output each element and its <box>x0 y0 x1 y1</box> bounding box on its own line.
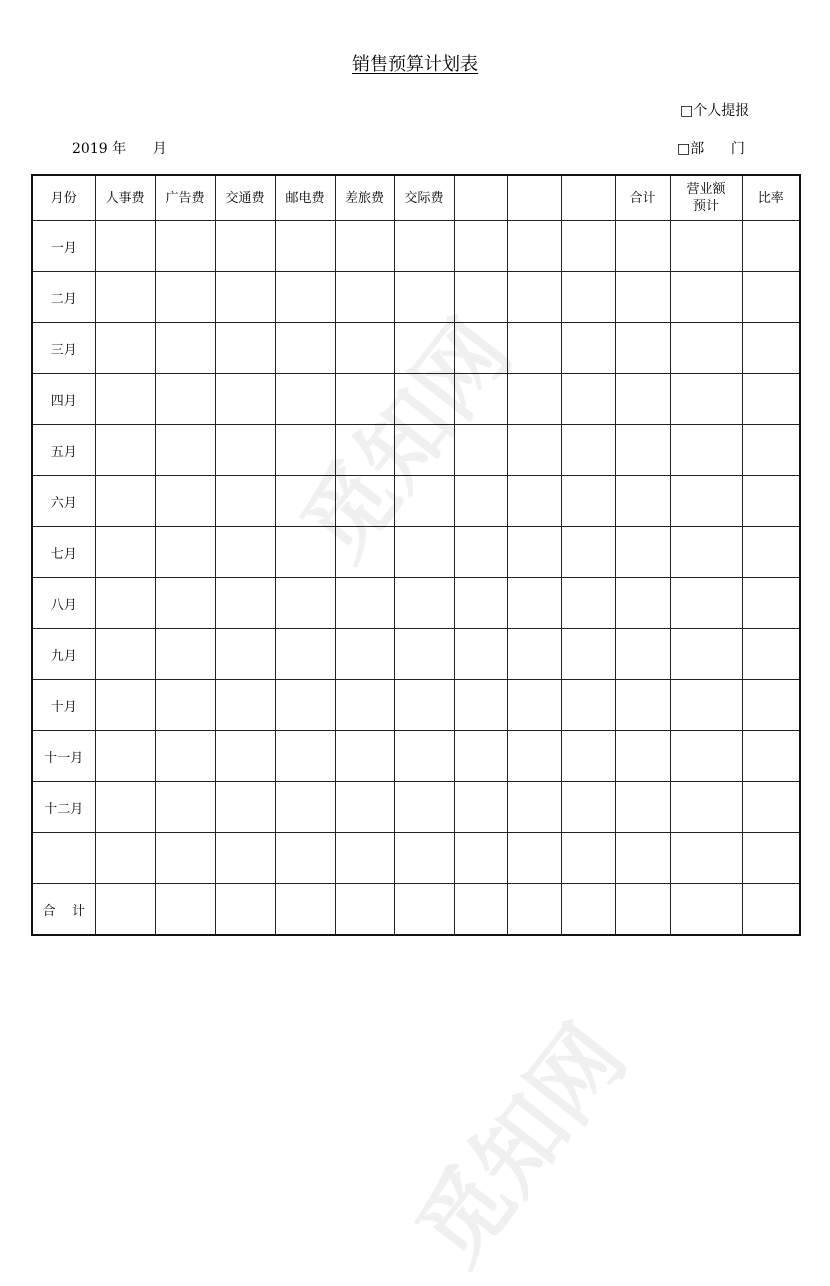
table-cell[interactable] <box>215 272 275 323</box>
table-cell[interactable] <box>561 833 615 884</box>
table-cell[interactable] <box>507 272 561 323</box>
table-cell[interactable] <box>95 323 155 374</box>
table-cell[interactable] <box>155 884 215 936</box>
month-label: 十一月 <box>32 731 95 782</box>
table-cell[interactable] <box>670 680 742 731</box>
table-cell[interactable] <box>275 833 335 884</box>
table-cell[interactable] <box>454 425 507 476</box>
table-row <box>32 782 800 833</box>
table-cell[interactable] <box>670 731 742 782</box>
table-cell[interactable] <box>615 731 670 782</box>
table-cell[interactable] <box>742 833 800 884</box>
table-cell[interactable] <box>561 374 615 425</box>
personal-submission-checkbox[interactable]: □个人提报 <box>680 103 750 119</box>
column-header <box>454 175 507 221</box>
table-row <box>32 527 800 578</box>
table-cell[interactable] <box>95 221 155 272</box>
table-cell[interactable] <box>561 272 615 323</box>
table-cell[interactable] <box>394 272 454 323</box>
table-cell[interactable] <box>155 680 215 731</box>
table-cell[interactable] <box>394 221 454 272</box>
table-cell[interactable] <box>670 374 742 425</box>
table-cell[interactable] <box>742 629 800 680</box>
table-cell[interactable] <box>155 833 215 884</box>
table-cell[interactable] <box>275 680 335 731</box>
table-cell[interactable] <box>615 680 670 731</box>
table-cell[interactable] <box>670 782 742 833</box>
table-cell[interactable] <box>507 476 561 527</box>
table-cell[interactable] <box>742 374 800 425</box>
table-cell[interactable] <box>275 272 335 323</box>
table-cell[interactable] <box>561 425 615 476</box>
table-cell[interactable] <box>507 323 561 374</box>
column-header: 交通费 <box>215 175 275 221</box>
month-label: 十二月 <box>32 782 95 833</box>
table-cell[interactable] <box>394 782 454 833</box>
table-cell[interactable] <box>215 476 275 527</box>
table-cell[interactable] <box>275 527 335 578</box>
table-cell[interactable] <box>95 629 155 680</box>
table-cell[interactable] <box>507 833 561 884</box>
table-cell[interactable] <box>742 323 800 374</box>
table-cell[interactable] <box>561 884 615 936</box>
table-cell[interactable] <box>615 425 670 476</box>
table-cell[interactable] <box>215 782 275 833</box>
table-cell[interactable] <box>335 272 394 323</box>
table-cell[interactable] <box>742 680 800 731</box>
table-row <box>32 884 800 936</box>
table-cell[interactable] <box>215 578 275 629</box>
table-cell[interactable] <box>275 476 335 527</box>
column-header: 交际费 <box>394 175 454 221</box>
column-header: 人事费 <box>95 175 155 221</box>
table-cell[interactable] <box>454 374 507 425</box>
table-cell[interactable] <box>95 731 155 782</box>
table-cell[interactable] <box>615 374 670 425</box>
page-title-text: 销售预算计划表 <box>352 54 478 75</box>
table-cell[interactable] <box>215 833 275 884</box>
table-cell[interactable] <box>394 884 454 936</box>
column-header: 差旅费 <box>335 175 394 221</box>
table-cell[interactable] <box>335 884 394 936</box>
table-cell[interactable] <box>215 629 275 680</box>
table-cell[interactable] <box>335 527 394 578</box>
table-cell[interactable] <box>155 272 215 323</box>
table-cell[interactable] <box>561 527 615 578</box>
table-cell[interactable] <box>507 221 561 272</box>
table-row <box>32 833 800 884</box>
table-cell[interactable] <box>615 527 670 578</box>
table-cell[interactable] <box>670 476 742 527</box>
table-cell[interactable] <box>507 578 561 629</box>
table-cell[interactable] <box>561 629 615 680</box>
table-cell[interactable] <box>561 323 615 374</box>
table-cell[interactable] <box>215 884 275 936</box>
table-cell[interactable] <box>670 221 742 272</box>
table-cell[interactable] <box>95 833 155 884</box>
table-cell[interactable] <box>275 731 335 782</box>
table-cell[interactable] <box>742 527 800 578</box>
table-cell[interactable] <box>215 425 275 476</box>
table-body <box>32 221 800 936</box>
table-cell[interactable] <box>95 476 155 527</box>
month-label: 三月 <box>32 323 95 374</box>
table-cell[interactable] <box>95 374 155 425</box>
table-cell[interactable] <box>507 680 561 731</box>
table-cell[interactable] <box>95 578 155 629</box>
table-cell[interactable] <box>670 629 742 680</box>
table-cell[interactable] <box>670 272 742 323</box>
table-cell[interactable] <box>742 731 800 782</box>
watermark: 觅知网 <box>282 301 532 579</box>
table-cell[interactable] <box>335 578 394 629</box>
table-cell[interactable] <box>670 578 742 629</box>
table-cell[interactable] <box>742 221 800 272</box>
table-cell[interactable] <box>394 629 454 680</box>
table-cell[interactable] <box>454 323 507 374</box>
month-label: 合 计 <box>32 884 95 936</box>
table-cell[interactable] <box>394 425 454 476</box>
table-cell[interactable] <box>670 323 742 374</box>
table-cell[interactable] <box>335 323 394 374</box>
table-row <box>32 680 800 731</box>
table-cell[interactable] <box>507 884 561 936</box>
table-cell[interactable] <box>215 374 275 425</box>
table-cell[interactable] <box>335 221 394 272</box>
table-cell[interactable] <box>507 731 561 782</box>
column-header: 邮电费 <box>275 175 335 221</box>
table-cell[interactable] <box>335 629 394 680</box>
table-row <box>32 731 800 782</box>
table-cell[interactable] <box>507 782 561 833</box>
column-header: 比率 <box>742 175 800 221</box>
table-cell[interactable] <box>454 272 507 323</box>
table-cell[interactable] <box>155 782 215 833</box>
table-cell[interactable] <box>561 221 615 272</box>
table-cell[interactable] <box>454 221 507 272</box>
table-cell[interactable] <box>394 731 454 782</box>
month-label: 六月 <box>32 476 95 527</box>
table-cell[interactable] <box>615 221 670 272</box>
table-cell[interactable] <box>615 476 670 527</box>
table-cell[interactable] <box>394 680 454 731</box>
table-cell[interactable] <box>742 884 800 936</box>
watermark-lower: 觅知网 <box>397 1006 647 1284</box>
month-label: 二月 <box>32 272 95 323</box>
table-cell[interactable] <box>507 374 561 425</box>
table-cell[interactable] <box>454 782 507 833</box>
month-label: 七月 <box>32 527 95 578</box>
department-checkbox[interactable]: □部 门 <box>677 141 745 157</box>
table-cell[interactable] <box>615 629 670 680</box>
table-cell[interactable] <box>742 476 800 527</box>
table-cell[interactable] <box>507 629 561 680</box>
table-cell[interactable] <box>335 782 394 833</box>
table-cell[interactable] <box>95 680 155 731</box>
table-cell[interactable] <box>155 425 215 476</box>
table-cell[interactable] <box>394 374 454 425</box>
table-cell[interactable] <box>335 374 394 425</box>
table-cell[interactable] <box>561 782 615 833</box>
table-cell[interactable] <box>615 272 670 323</box>
table-cell[interactable] <box>95 272 155 323</box>
table-cell[interactable] <box>215 323 275 374</box>
table-cell[interactable] <box>670 833 742 884</box>
table-cell[interactable] <box>615 884 670 936</box>
month-label: 四月 <box>32 374 95 425</box>
table-cell[interactable] <box>507 425 561 476</box>
table-cell[interactable] <box>155 629 215 680</box>
table-cell[interactable] <box>95 782 155 833</box>
page-title <box>0 50 830 76</box>
month-label: 八月 <box>32 578 95 629</box>
table-row <box>32 221 800 272</box>
month-label: 十月 <box>32 680 95 731</box>
table-cell[interactable] <box>615 782 670 833</box>
table-header-row <box>32 175 800 221</box>
table-cell[interactable] <box>215 731 275 782</box>
month-label: 九月 <box>32 629 95 680</box>
table-row <box>32 629 800 680</box>
table-cell[interactable] <box>615 833 670 884</box>
column-header: 月份 <box>32 175 95 221</box>
table-cell[interactable] <box>742 578 800 629</box>
table-cell[interactable] <box>155 476 215 527</box>
table-cell[interactable] <box>335 476 394 527</box>
table-cell[interactable] <box>454 731 507 782</box>
table-cell[interactable] <box>335 680 394 731</box>
table-row <box>32 425 800 476</box>
table-cell[interactable] <box>454 680 507 731</box>
table-cell[interactable] <box>507 527 561 578</box>
table-cell[interactable] <box>275 374 335 425</box>
table-cell[interactable] <box>670 884 742 936</box>
table-cell[interactable] <box>742 272 800 323</box>
table-cell[interactable] <box>215 221 275 272</box>
table-cell[interactable] <box>335 731 394 782</box>
table-row <box>32 323 800 374</box>
table-row <box>32 476 800 527</box>
table-cell[interactable] <box>275 782 335 833</box>
table-cell[interactable] <box>561 578 615 629</box>
table-cell[interactable] <box>394 527 454 578</box>
table-cell[interactable] <box>615 323 670 374</box>
date-label: 2019 年 月 <box>72 141 167 157</box>
table-cell[interactable] <box>454 833 507 884</box>
table-cell[interactable] <box>275 578 335 629</box>
table-cell[interactable] <box>454 629 507 680</box>
table-cell[interactable] <box>155 221 215 272</box>
table-cell[interactable] <box>742 782 800 833</box>
table-cell[interactable] <box>155 374 215 425</box>
table-cell[interactable] <box>454 578 507 629</box>
table-cell[interactable] <box>215 527 275 578</box>
column-header: 广告费 <box>155 175 215 221</box>
table-cell[interactable] <box>95 527 155 578</box>
month-label: 五月 <box>32 425 95 476</box>
table-row <box>32 272 800 323</box>
table-cell[interactable] <box>561 476 615 527</box>
table-cell[interactable] <box>335 833 394 884</box>
table-cell[interactable] <box>275 629 335 680</box>
table-cell[interactable] <box>615 578 670 629</box>
table-cell[interactable] <box>394 578 454 629</box>
column-header: 合计 <box>615 175 670 221</box>
table-cell[interactable] <box>394 323 454 374</box>
table-cell[interactable] <box>95 884 155 936</box>
table-cell[interactable] <box>454 527 507 578</box>
table-cell[interactable] <box>155 323 215 374</box>
table-cell[interactable] <box>394 476 454 527</box>
table-cell[interactable] <box>670 425 742 476</box>
table-row <box>32 374 800 425</box>
table-cell[interactable] <box>155 578 215 629</box>
table-cell[interactable] <box>335 425 394 476</box>
table-row <box>32 578 800 629</box>
budget-table <box>31 174 801 936</box>
table-cell[interactable] <box>454 476 507 527</box>
column-header <box>561 175 615 221</box>
table-cell[interactable] <box>454 884 507 936</box>
table-cell[interactable] <box>561 680 615 731</box>
month-label <box>32 833 95 884</box>
table-cell[interactable] <box>394 833 454 884</box>
table-cell[interactable] <box>215 680 275 731</box>
table-cell[interactable] <box>275 425 335 476</box>
month-label: 一月 <box>32 221 95 272</box>
table-cell[interactable] <box>275 221 335 272</box>
table-cell[interactable] <box>275 323 335 374</box>
table-cell[interactable] <box>670 527 742 578</box>
column-header: 营业额 预计 <box>670 175 742 221</box>
table-cell[interactable] <box>561 731 615 782</box>
table-cell[interactable] <box>155 731 215 782</box>
table-cell[interactable] <box>155 527 215 578</box>
column-header <box>507 175 561 221</box>
table-cell[interactable] <box>275 884 335 936</box>
table-cell[interactable] <box>95 425 155 476</box>
table-cell[interactable] <box>742 425 800 476</box>
